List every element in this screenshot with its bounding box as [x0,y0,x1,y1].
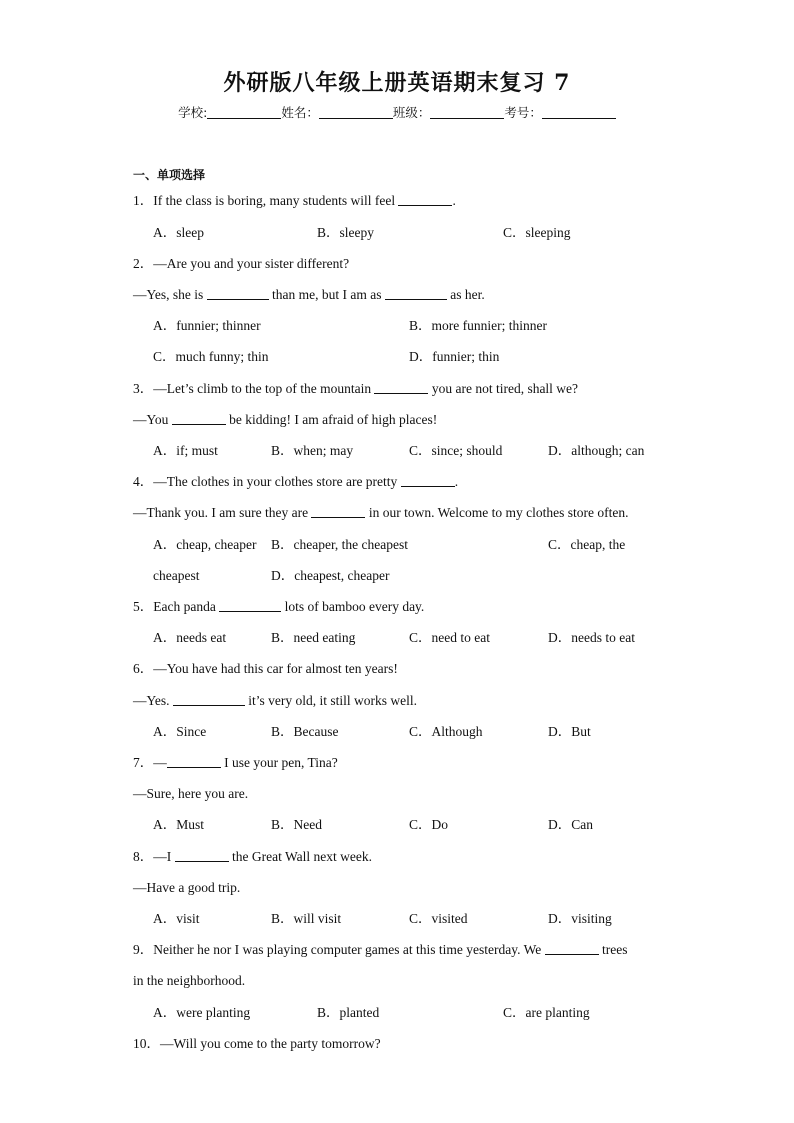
student-info-line [0,103,794,121]
question-1-option[interactable]: C．sleeping [503,225,571,240]
answer-blank[interactable] [175,849,229,862]
question-text: lots of bamboo every day. [281,599,425,614]
question-text: . [452,193,456,208]
question-text: 6．—You have had this car for almost ten years! [133,661,398,676]
question-3-option[interactable]: C．since; should [409,443,503,458]
question-text: 8．—I [133,849,175,864]
name-blank[interactable] [319,105,393,119]
question-7-option[interactable]: B．Need [271,817,322,832]
question-6-line-1 [133,661,398,677]
answer-blank[interactable] [374,381,428,394]
question-8-option[interactable]: C．visited [409,911,468,926]
question-text: —Yes, she is [133,287,207,302]
question-text: it’s very old, it still works well. [244,693,418,708]
question-text: as her. [446,287,485,302]
question-text: 3．—Let’s climb to the top of the mountain [133,381,375,396]
question-9-line-2 [133,973,245,989]
question-3-option[interactable]: B．when; may [271,443,354,458]
page-title: 外研版八年级上册英语期末复习 7 [223,70,571,96]
question-text: the Great Wall next week. [228,849,372,864]
name-label: 姓名： [281,105,319,120]
answer-blank[interactable] [545,942,599,955]
answer-blank[interactable] [311,505,365,518]
question-7-option[interactable]: C．Do [409,817,449,832]
question-text: 10．—Will you come to the party tomorrow? [133,1036,381,1051]
question-9-option[interactable]: A．were planting [153,1005,251,1020]
answer-blank[interactable] [401,474,455,487]
question-text: —Have a good trip. [133,880,241,895]
question-4-option[interactable]: B．cheaper, the cheapest [271,537,409,552]
question-text: —You [133,412,172,427]
question-6-option[interactable]: A．Since [153,724,207,739]
question-text: trees [598,942,628,957]
question-text: 4．—The clothes in your clothes store are pretty [133,474,401,489]
question-2-option[interactable]: B．more funnier; thinner [409,318,547,333]
question-3-option[interactable]: D．although; can [548,443,645,458]
question-5-option[interactable]: D．needs to eat [548,630,635,645]
question-3-line-1 [133,381,578,397]
answer-blank[interactable] [385,287,447,300]
question-2-option[interactable]: A．funnier; thinner [153,318,261,333]
question-text: in our town. Welcome to my clothes store often. [365,505,629,520]
question-5-line-1 [133,599,424,615]
question-4-option[interactable]: D．cheapest, cheaper [271,568,390,583]
question-2-option[interactable]: D．funnier; thin [409,349,500,364]
question-5-option[interactable]: A．needs eat [153,630,227,645]
number-label: 考号： [504,105,542,120]
question-3-line-2 [133,412,437,428]
question-9-option[interactable]: B．planted [317,1005,380,1020]
question-3-option[interactable]: A．if; must [153,443,218,458]
question-9-option[interactable]: C．are planting [503,1005,590,1020]
question-8-option[interactable]: A．visit [153,911,200,926]
answer-blank[interactable] [207,287,269,300]
question-1-line-1 [133,193,456,209]
question-4-line-1 [133,474,458,490]
answer-blank[interactable] [398,193,452,206]
answer-blank[interactable] [167,755,221,768]
question-2-line-2 [133,287,485,303]
question-1-option[interactable]: B．sleepy [317,225,374,240]
question-text: . [454,474,459,489]
question-9-line-1 [133,942,628,958]
question-text: 7．— [133,755,167,770]
question-8-line-2 [133,880,240,896]
answer-blank[interactable] [172,412,226,425]
question-text: 2．—Are you and your sister different? [133,256,350,271]
question-text: —Sure, here you are. [133,786,249,801]
question-7-option[interactable]: D．Can [548,817,593,832]
number-blank[interactable] [542,105,616,119]
question-4-option[interactable]: cheapest [153,568,200,583]
question-2-line-1 [133,256,349,272]
class-label: 班级： [392,105,431,120]
question-4-option[interactable]: A．cheap, cheaper [153,537,257,552]
question-text: —Thank you. I am sure they are [133,505,312,520]
question-text: in the neighborhood. [133,973,246,988]
question-2-option[interactable]: C．much funny; thin [153,349,269,364]
question-text: you are not tired, shall we? [428,381,579,396]
question-6-option[interactable]: B．Because [271,724,339,739]
question-text: I use your pen, Tina? [220,755,338,770]
school-label: 学校: [178,105,208,120]
question-7-option[interactable]: A．Must [153,817,205,832]
question-10-line-1 [133,1036,381,1052]
question-1-option[interactable]: A．sleep [153,225,204,240]
question-text: 9．Neither he nor I was playing computer games at this time yesterday. We [133,942,545,957]
question-6-option[interactable]: C．Although [409,724,483,739]
question-text: than me, but I am as [268,287,385,302]
question-8-option[interactable]: B．will visit [271,911,342,926]
question-5-option[interactable]: B．need eating [271,630,356,645]
question-6-line-2 [133,693,417,709]
school-blank[interactable] [207,105,281,119]
question-5-option[interactable]: C．need to eat [409,630,490,645]
question-6-option[interactable]: D．But [548,724,591,739]
question-text: 1．If the class is boring, many students will feel [133,193,399,208]
answer-blank[interactable] [173,693,245,706]
question-8-line-1 [133,849,372,865]
question-text: 5．Each panda [133,599,220,614]
section-heading: 一、单项选择 [133,168,206,182]
question-4-option[interactable]: C．cheap, the [548,537,626,552]
question-text: be kidding! I am afraid of high places! [225,412,438,427]
question-4-line-2 [133,505,628,521]
question-7-line-2 [133,786,248,802]
class-blank[interactable] [430,105,504,119]
question-7-line-1 [133,755,338,771]
question-8-option[interactable]: D．visiting [548,911,612,926]
answer-blank[interactable] [219,599,281,612]
question-text: —Yes. [133,693,173,708]
